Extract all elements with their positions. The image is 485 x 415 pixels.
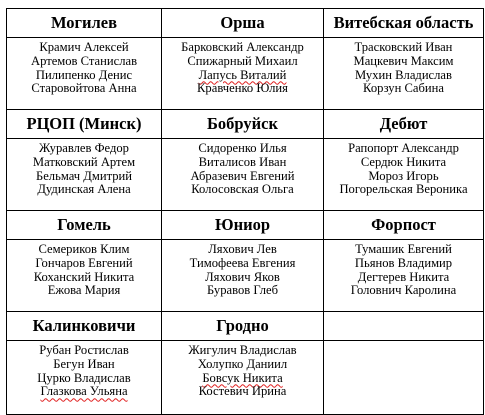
header-row xyxy=(7,211,484,240)
player-name: Бегун Иван xyxy=(53,356,115,371)
player-name: Колосовская Ольга xyxy=(191,182,294,197)
player-list xyxy=(162,341,324,415)
player-list xyxy=(162,38,324,110)
player-list xyxy=(7,139,162,211)
team-title: Гомель xyxy=(7,211,162,240)
player-name: Холупко Даниил xyxy=(197,356,288,371)
player-name: Костевич Ирина xyxy=(198,384,287,399)
team-title: РЦОП (Минск) xyxy=(7,110,162,139)
player-name: Дудинская Алена xyxy=(37,182,131,197)
player-name: Трасковский Иван xyxy=(354,40,453,54)
players-row xyxy=(7,341,484,415)
player-name: Ежова Мария xyxy=(47,283,121,298)
player-list xyxy=(7,341,162,415)
player-name: Корзун Сабина xyxy=(363,81,444,96)
header-row xyxy=(7,110,484,139)
player-name: Жигулич Владислав xyxy=(188,343,297,357)
player-name: Бельмач Дмитрий xyxy=(35,168,133,183)
player-name: Пилипенко Денис xyxy=(35,67,133,82)
player-name: Погорельская Вероника xyxy=(339,182,468,197)
player-name: Виталисов Иван xyxy=(198,154,287,169)
player-name: Крамич Алексей xyxy=(39,40,129,54)
team-title: Бобруйск xyxy=(162,110,324,139)
team-title: Могилев xyxy=(7,9,162,38)
player-name: Кравченко Юлия xyxy=(197,81,288,96)
team-title-empty xyxy=(324,312,484,341)
player-name: Абразевич Евгений xyxy=(190,168,295,183)
player-name xyxy=(162,69,323,83)
player-name xyxy=(162,372,323,386)
header-row xyxy=(7,312,484,341)
player-name: Семериков Клим xyxy=(38,242,130,256)
spellcheck-marked-word: Лапусь Виталий xyxy=(198,67,287,82)
players-row xyxy=(7,240,484,312)
player-name: Сердюк Никита xyxy=(360,154,447,169)
player-list xyxy=(324,240,484,312)
team-title: Дебют xyxy=(324,110,484,139)
teams-table xyxy=(6,8,484,415)
player-name: Тимофеева Евгения xyxy=(189,255,296,270)
player-list xyxy=(162,139,324,211)
player-list xyxy=(324,38,484,110)
player-name: Матковский Артем xyxy=(32,154,136,169)
player-name: Артемов Станислав xyxy=(30,53,138,68)
player-name: Буравов Глеб xyxy=(207,283,278,298)
player-name: Спижарный Михаил xyxy=(187,53,298,68)
player-name: Пьянов Владимир xyxy=(354,255,453,270)
player-list xyxy=(324,139,484,211)
spellcheck-marked-word: Бовсук Никита xyxy=(202,370,283,385)
player-name: Сидоренко Илья xyxy=(198,141,287,155)
player-name: Мухин Владислав xyxy=(355,67,452,82)
team-title: Форпост xyxy=(324,211,484,240)
player-name: Цурко Владислав xyxy=(37,370,131,385)
player-name: Барковский Александр xyxy=(181,40,304,54)
team-title: Юниор xyxy=(162,211,324,240)
player-name: Мацкевич Максим xyxy=(353,53,454,68)
player-list-empty xyxy=(324,341,484,415)
player-name: Старовойтова Анна xyxy=(31,81,137,96)
player-list xyxy=(7,38,162,110)
player-list xyxy=(7,240,162,312)
player-name: Мороз Игорь xyxy=(368,168,439,183)
player-name xyxy=(7,385,161,399)
player-name: Коханский Никита xyxy=(33,269,135,284)
player-list xyxy=(162,240,324,312)
player-name: Ляхович Яков xyxy=(205,269,280,284)
team-title: Калинковичи xyxy=(7,312,162,341)
player-name: Журавлев Федор xyxy=(39,141,129,155)
player-name: Ляхович Лев xyxy=(208,242,277,256)
player-name: Головнич Каролина xyxy=(350,283,457,298)
team-title: Витебская область xyxy=(324,9,484,38)
player-name: Рапопорт Александр xyxy=(348,141,459,155)
player-name: Дегтерев Никита xyxy=(357,269,450,284)
player-name: Рубан Ростислав xyxy=(39,343,129,357)
player-name: Тумашик Евгений xyxy=(355,242,452,256)
team-title: Орша xyxy=(162,9,324,38)
players-row xyxy=(7,38,484,110)
players-row xyxy=(7,139,484,211)
spellcheck-marked-word: Глазкова Ульяна xyxy=(40,384,128,399)
team-title: Гродно xyxy=(162,312,324,341)
player-name: Гончаров Евгений xyxy=(35,255,133,270)
header-row xyxy=(7,9,484,38)
